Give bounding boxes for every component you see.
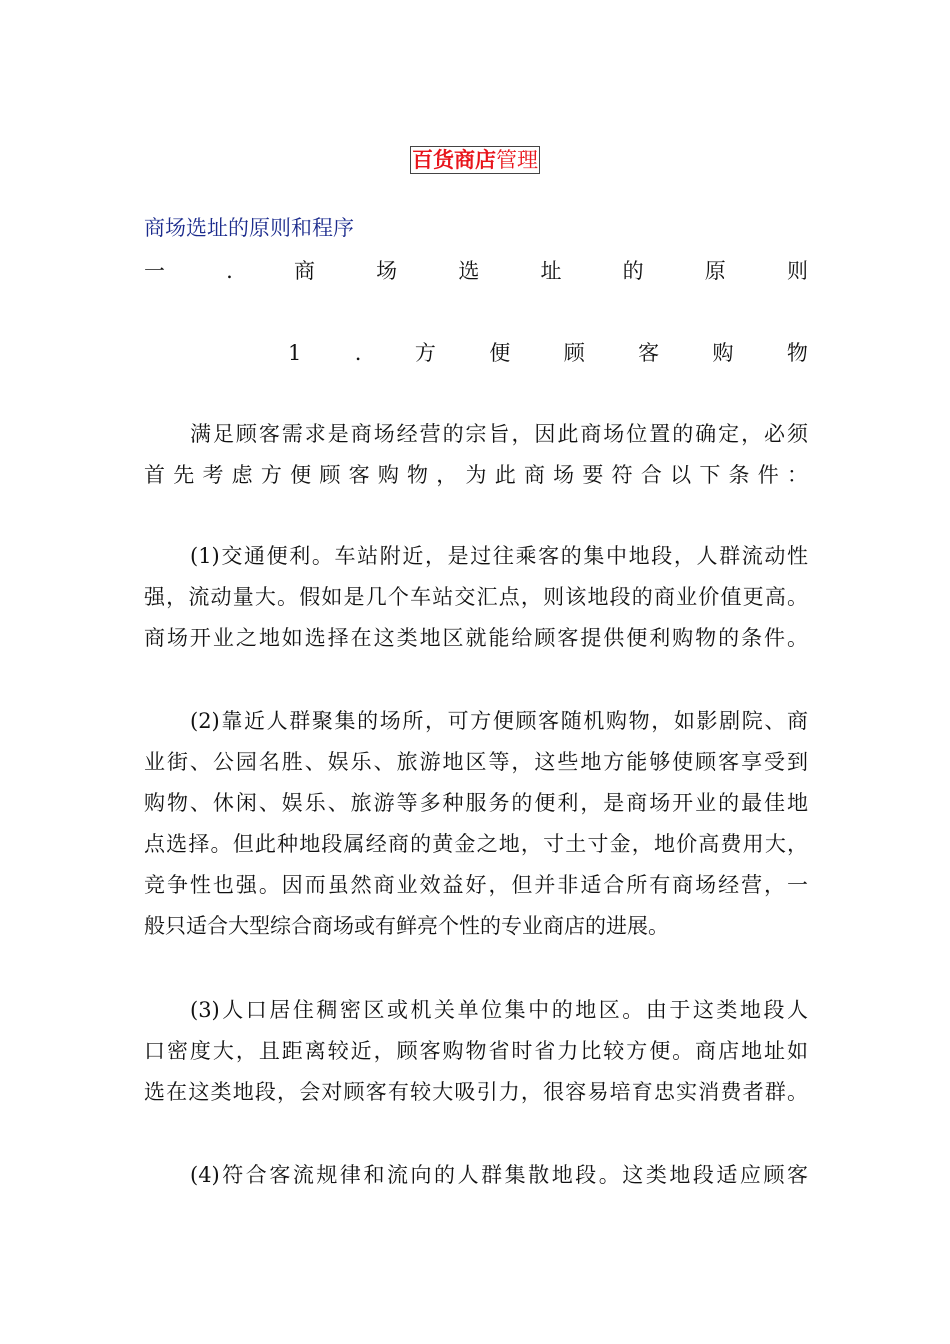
- paragraph-line: 商场开业之地如选择在这类地区就能给顾客提供便利购物的条件。: [144, 626, 808, 650]
- paragraph-item-4: [144, 1155, 808, 1196]
- paragraph-line: 点选择。但此种地段属经商的黄金之地，寸土寸金，地价高费用大，: [144, 832, 808, 856]
- heading1-char: 址: [540, 259, 562, 283]
- title-light-part: 管理: [496, 148, 538, 172]
- paragraph-item-3: [144, 990, 808, 1113]
- heading-principles: [144, 257, 808, 285]
- paragraph-line: 般只适合大型综合商场或有鲜亮个性的专业商店的进展。: [144, 914, 669, 938]
- heading1-char: 场: [376, 259, 398, 283]
- heading2-char: .: [354, 341, 362, 365]
- heading1-char: 商: [294, 259, 315, 283]
- heading2-char: 方: [414, 341, 436, 365]
- paragraph-line: 满足顾客需求是商场经营的宗旨，因此商场位置的确定，必须: [190, 422, 808, 446]
- heading2-char: 便: [489, 341, 511, 365]
- paragraph-line: (4)符合客流规律和流向的人群集散地段。这类地段适应顾客: [190, 1163, 808, 1187]
- heading1-char: 的: [622, 259, 644, 283]
- section-title: 商场选址的原则和程序: [144, 216, 354, 240]
- title-bold-part: 百货商店: [412, 148, 496, 172]
- heading2-char: 客: [638, 341, 660, 365]
- paragraph-intro: [144, 414, 808, 496]
- paragraph-line: (1)交通便利。车站附近，是过往乘客的集中地段，人群流动性: [190, 544, 808, 568]
- heading1-char: 选: [458, 259, 480, 283]
- heading1-char: 则: [786, 259, 808, 283]
- paragraph-line: 口密度大，且距离较近，顾客购物省时省力比较方便。商店地址如: [144, 1039, 808, 1063]
- paragraph-item-2: [144, 701, 808, 947]
- paragraph-line: 首先考虑方便顾客购物，为此商场要符合以下条件：: [144, 463, 808, 487]
- paragraph-line: (2)靠近人群聚集的场所，可方便顾客随机购物，如影剧院、商: [190, 709, 808, 733]
- paragraph-line: 业街、公园名胜、娱乐、旅游地区等，这些地方能够使顾客享受到: [144, 750, 808, 774]
- title-row: [0, 146, 950, 174]
- heading2-char: 购: [712, 341, 734, 365]
- paragraph-line: (3)人口居住稠密区或机关单位集中的地区。由于这类地段人: [190, 998, 808, 1022]
- paragraph-line: 购物、休闲、娱乐、旅游等多种服务的便利，是商场开业的最佳地: [144, 791, 808, 815]
- paragraph-item-1: [144, 536, 808, 659]
- heading2-char: 顾: [563, 341, 585, 365]
- paragraph-line: 竞争性也强。因而虽然商业效益好，但并非适合所有商场经营，一: [144, 873, 808, 897]
- heading1-char: 一: [144, 259, 165, 283]
- paragraph-line: 选在这类地段，会对顾客有较大吸引力，很容易培育忠实消费者群。: [144, 1080, 808, 1104]
- heading1-char: 原: [704, 259, 726, 283]
- heading-convenience: [288, 339, 808, 367]
- document-title[interactable]: [410, 146, 540, 174]
- paragraph-line: 强，流动量大。假如是几个车站交汇点，则该地段的商业价值更高。: [144, 585, 808, 609]
- heading2-char: 1: [288, 341, 302, 365]
- heading2-char: 物: [786, 341, 808, 365]
- heading1-char: .: [226, 259, 233, 283]
